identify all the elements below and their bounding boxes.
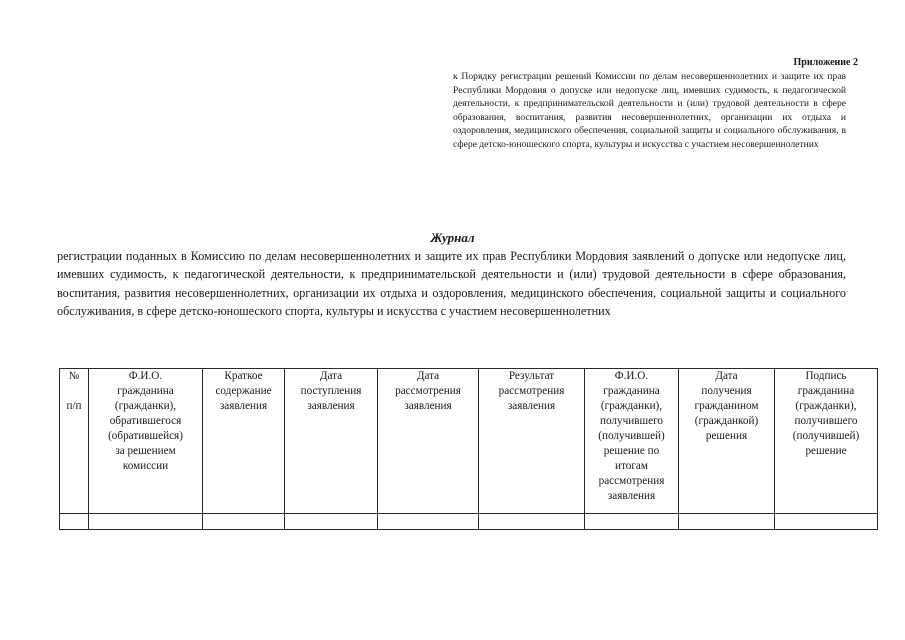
table-cell	[285, 514, 378, 530]
header-applicant-name: Ф.И.О. гражданина (гражданки), обратившегося (обратившейся) за решением комиссии	[89, 369, 203, 514]
table-cell	[89, 514, 203, 530]
table-cell	[203, 514, 285, 530]
journal-subtitle: регистрации поданных в Комиссию по делам несовершеннолетних и защите их прав Республики Мордовия заявлений о допуске или недопуске лиц, имевших судимость, к педагогической деятельности, к предпринимательской деятельности и (или) трудовой деятельности в сфере образования, воспитания, развития несовершеннолетних, организации их отдыха и оздоровления, медицинского обеспечения, социальной защиты и социального обслуживания, в сфере детско-юношеского спорта, культуры и искусства с участием несовершеннолетних	[57, 249, 846, 319]
table-cell	[60, 514, 89, 530]
table-cell	[775, 514, 878, 530]
table-cell	[679, 514, 775, 530]
journal-title: Журнал	[430, 230, 475, 245]
header-recipient-name: Ф.И.О. гражданина (гражданки), получившего (получившей) решение по итогам рассмотрения заявления	[585, 369, 679, 514]
table-cell	[378, 514, 479, 530]
header-signature: Подпись гражданина (гражданки), получившего (получившей) решение	[775, 369, 878, 514]
table-cell	[479, 514, 585, 530]
header-receipt-date: Дата получения гражданином (гражданкой) решения	[679, 369, 775, 514]
header-received-date: Дата поступления заявления	[285, 369, 378, 514]
table-header-row	[60, 369, 878, 514]
header-review-result: Результат рассмотрения заявления	[479, 369, 585, 514]
table-row	[60, 514, 878, 530]
appendix-title: Приложение 2	[793, 57, 858, 68]
registration-table	[59, 368, 878, 530]
header-number: № п/п	[60, 369, 89, 514]
table-cell	[585, 514, 679, 530]
appendix-text: к Порядку регистрации решений Комиссии по делам несовершеннолетних и защите их прав Республики Мордовия о допуске или недопуске лиц, имевших судимость, к педагогической деятельности, к предпринимательской деятельности и (или) трудовой деятельности в сфере образования, воспитания, развития несовершеннолетних, организации их отдыха и оздоровления, медицинского обеспечения, социальной защиты и социального обслуживания, в сфере детско-юношеского спорта, культуры и искусства с участием несовершеннолетних	[453, 71, 846, 150]
header-summary: Краткое содержание заявления	[203, 369, 285, 514]
header-review-date: Дата рассмотрения заявления	[378, 369, 479, 514]
